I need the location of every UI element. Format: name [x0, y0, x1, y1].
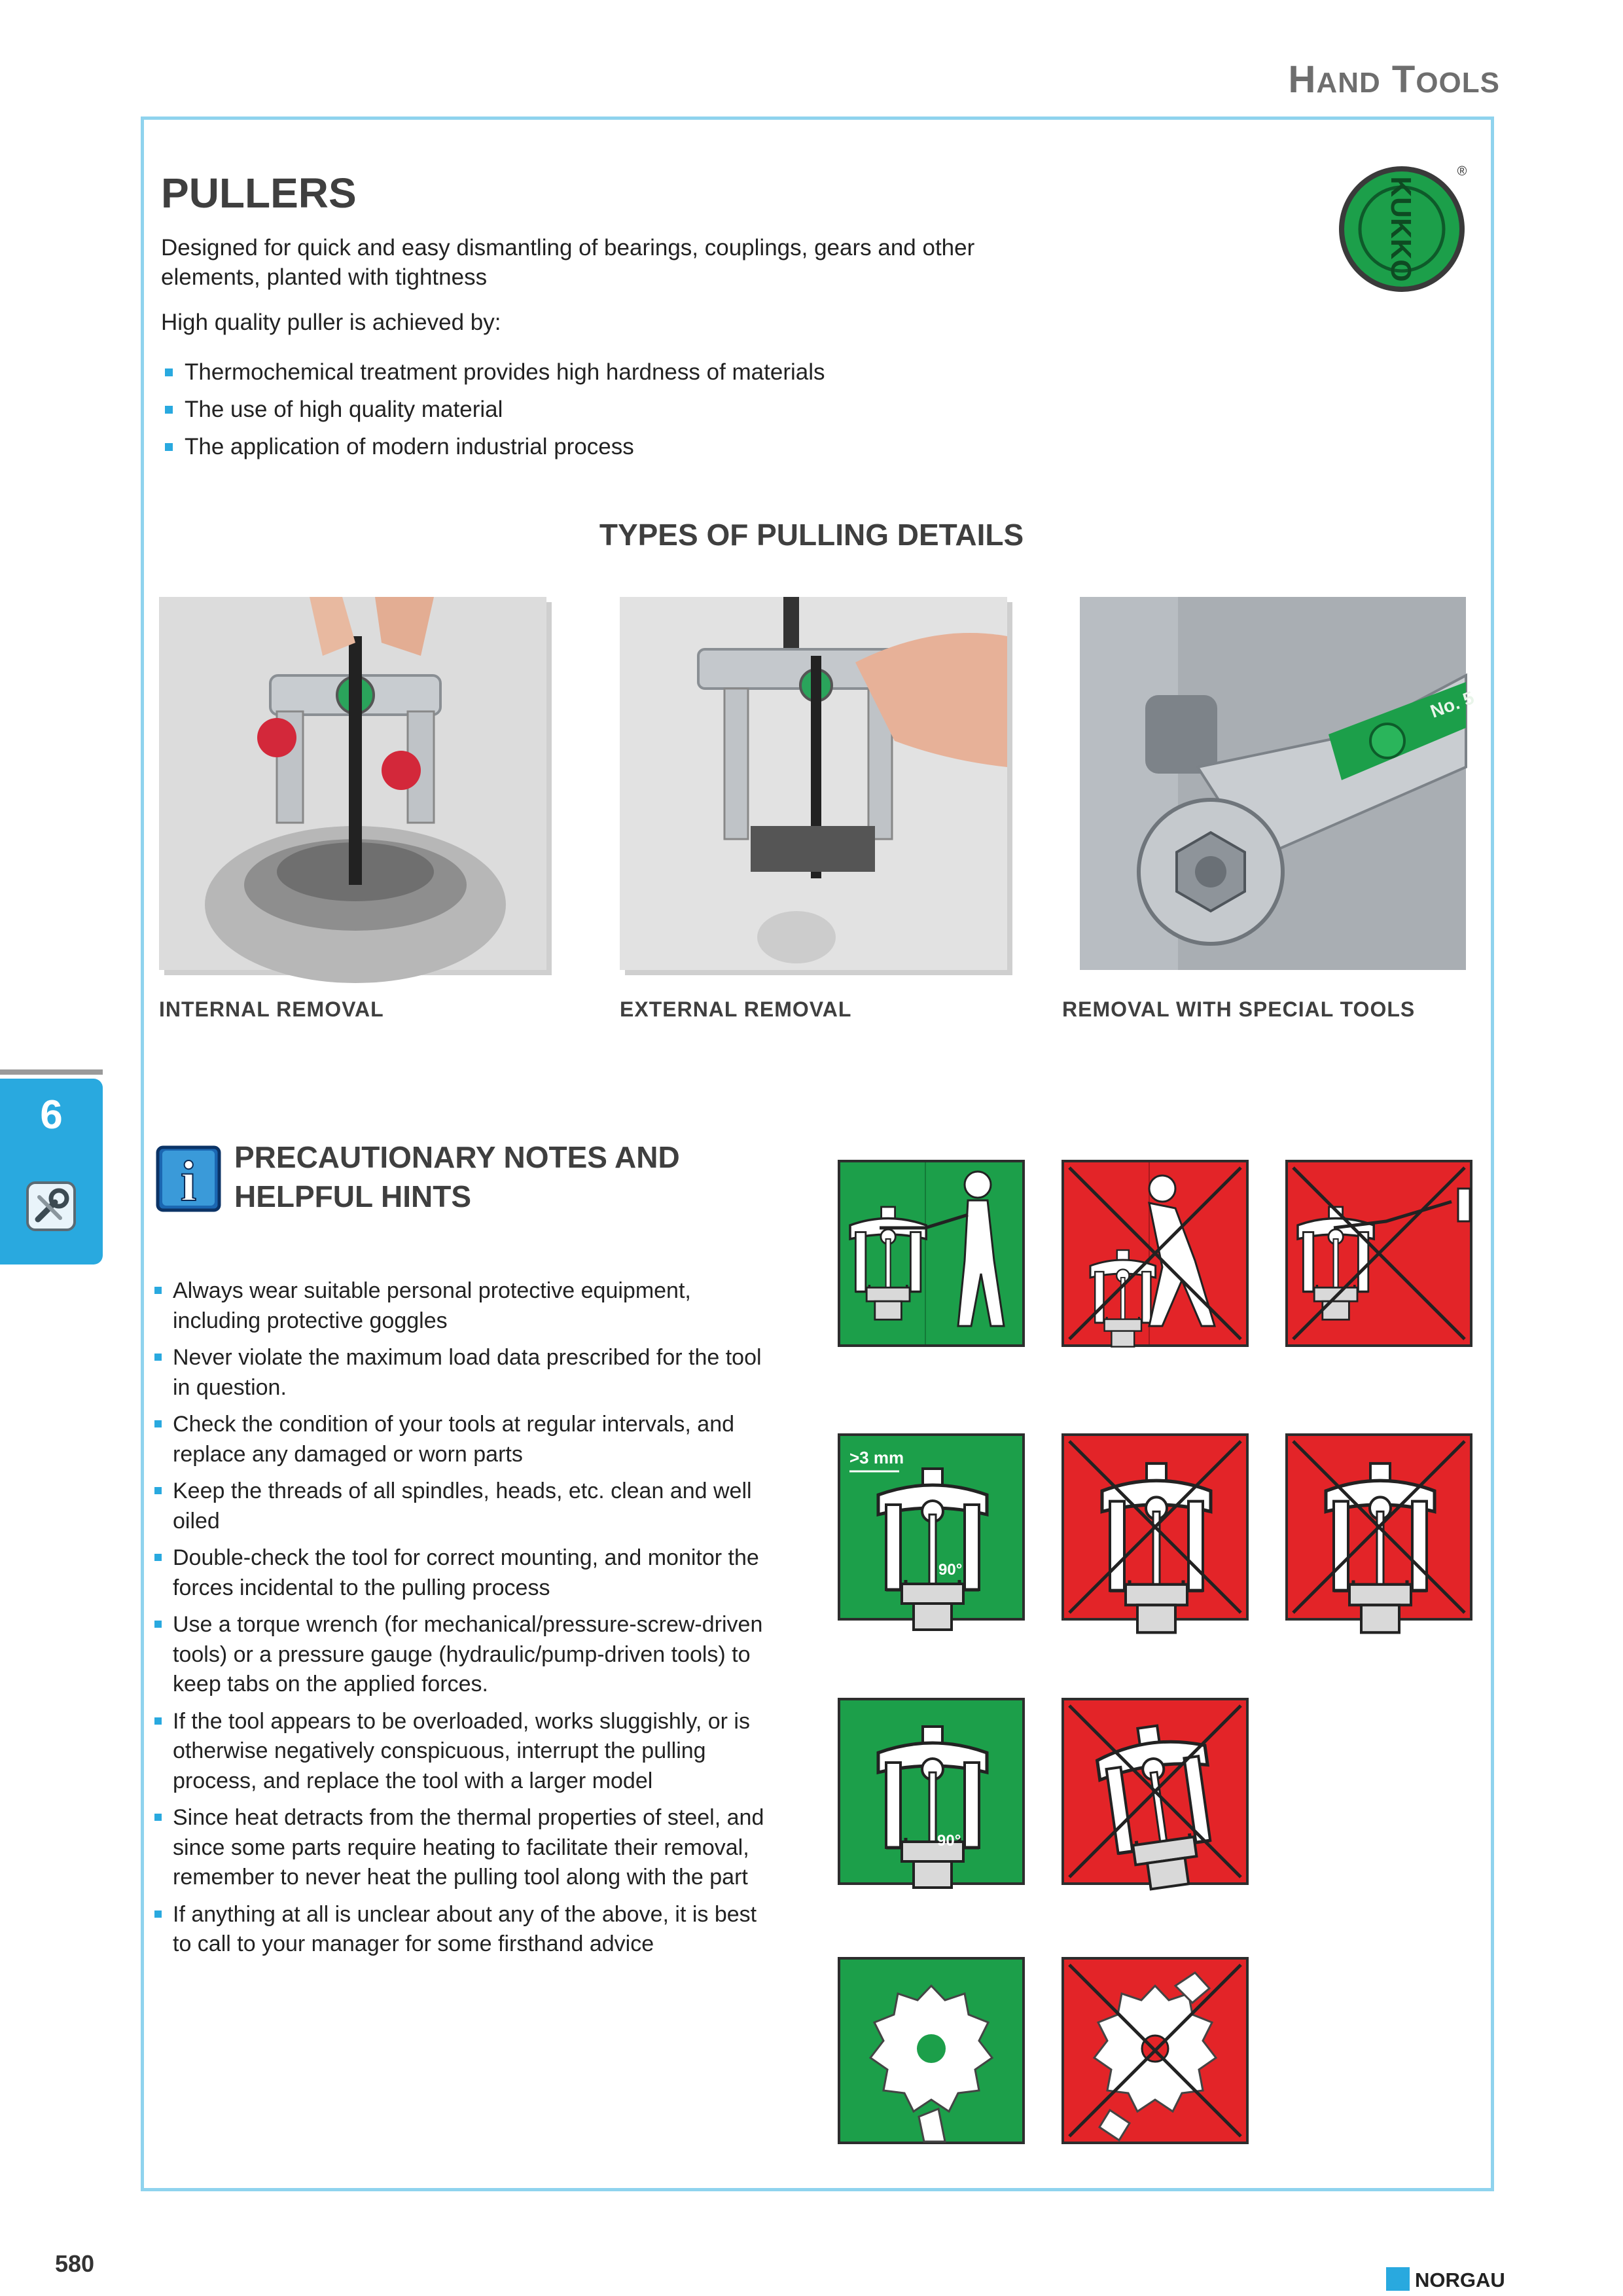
brand-square-icon: [1386, 2267, 1410, 2291]
list-item: Double-check the tool for correct mounting, and monitor the forces incidental to the pulling process: [152, 1543, 767, 1603]
info-icon: [156, 1145, 223, 1212]
page-number: 580: [55, 2250, 95, 2277]
caption-special-tools: REMOVAL WITH SPECIAL TOOLS: [1062, 997, 1416, 1021]
list-item: Since heat detracts from the thermal properties of steel, and since some parts require heating to facilitate their removal, remember to never heat the pulling tool along with the part: [152, 1803, 767, 1893]
types-heading: TYPES OF PULLING DETAILS: [599, 518, 1024, 552]
kukko-logo: [1332, 160, 1471, 298]
caption-internal-removal: INTERNAL REMOVAL: [159, 997, 384, 1021]
page-title: PULLERS: [161, 170, 357, 217]
gap-label: >3 mm: [849, 1448, 904, 1467]
list-item: Check the condition of your tools at regular intervals, and replace any damaged or worn parts: [152, 1410, 767, 1469]
hints-list: [152, 1276, 767, 1967]
section-header-title: HAND TOOLS: [1288, 58, 1500, 101]
angle-label: 90°: [937, 1832, 961, 1850]
list-item: Use a torque wrench (for mechanical/pressure-screw-driven tools) or a pressure gauge (hydraulic/pump-driven tools) to keep tabs on the applied forces.: [152, 1610, 767, 1700]
pictogram-wrong-stance: [1061, 1160, 1249, 1347]
angle-label: 90°: [938, 1561, 963, 1579]
photo-special-tools: [1080, 597, 1477, 970]
intro-text: Designed for quick and easy dismantling of bearings, couplings, gears and other elements, planted with tightness: [161, 235, 975, 290]
list-item: Thermochemical treatment provides high hardness of materials: [161, 353, 825, 391]
wrench-icon: [26, 1181, 76, 1231]
list-item: Never violate the maximum load data prescribed for the tool in question.: [152, 1343, 767, 1403]
list-item: The application of modern industrial process: [161, 428, 825, 465]
hints-heading: PRECAUTIONARY NOTES AND HELPFUL HINTS: [234, 1140, 680, 1213]
list-item: Always wear suitable personal protective equipment, including protective goggles: [152, 1276, 767, 1336]
pictogram-correct-gear: [838, 1957, 1025, 2144]
logo-text: KUKKO: [1385, 176, 1417, 282]
photo-external-removal: [620, 597, 1007, 970]
pictogram-correct-stance: [838, 1160, 1025, 1347]
quality-intro: High quality puller is achieved by:: [161, 310, 501, 335]
svg-text:i: i: [180, 1150, 197, 1213]
caption-external-removal: EXTERNAL REMOVAL: [620, 997, 852, 1021]
tool-label-text: No. 5: [1427, 687, 1477, 722]
list-item: If anything at all is unclear about any of the above, it is best to call to your manager for some firsthand advice: [152, 1900, 767, 1960]
pictogram-wrong-angle: [1285, 1160, 1472, 1347]
chapter-tab-divider: [0, 1069, 103, 1075]
pictogram-wrong-gap-1: [1061, 1433, 1249, 1621]
pictogram-wrong-alignment: [1061, 1698, 1249, 1885]
brand-name: NORGAU: [1415, 2269, 1505, 2291]
pictogram-correct-gap: [838, 1433, 1025, 1621]
chapter-number: 6: [40, 1092, 63, 1138]
list-item: The use of high quality material: [161, 391, 825, 428]
pictogram-correct-alignment: [838, 1698, 1025, 1885]
feature-list: [161, 353, 825, 465]
pictogram-wrong-gap-2: [1285, 1433, 1472, 1621]
pictogram-wrong-gear: [1061, 1957, 1249, 2144]
logo-registered-mark: ®: [1457, 164, 1467, 179]
list-item: If the tool appears to be overloaded, works sluggishly, or is otherwise negatively conspicuous, interrupt the pulling process, and replace the tool with a larger model: [152, 1707, 767, 1797]
photo-internal-removal: [159, 597, 546, 970]
list-item: Keep the threads of all spindles, heads, etc. clean and well oiled: [152, 1477, 767, 1536]
